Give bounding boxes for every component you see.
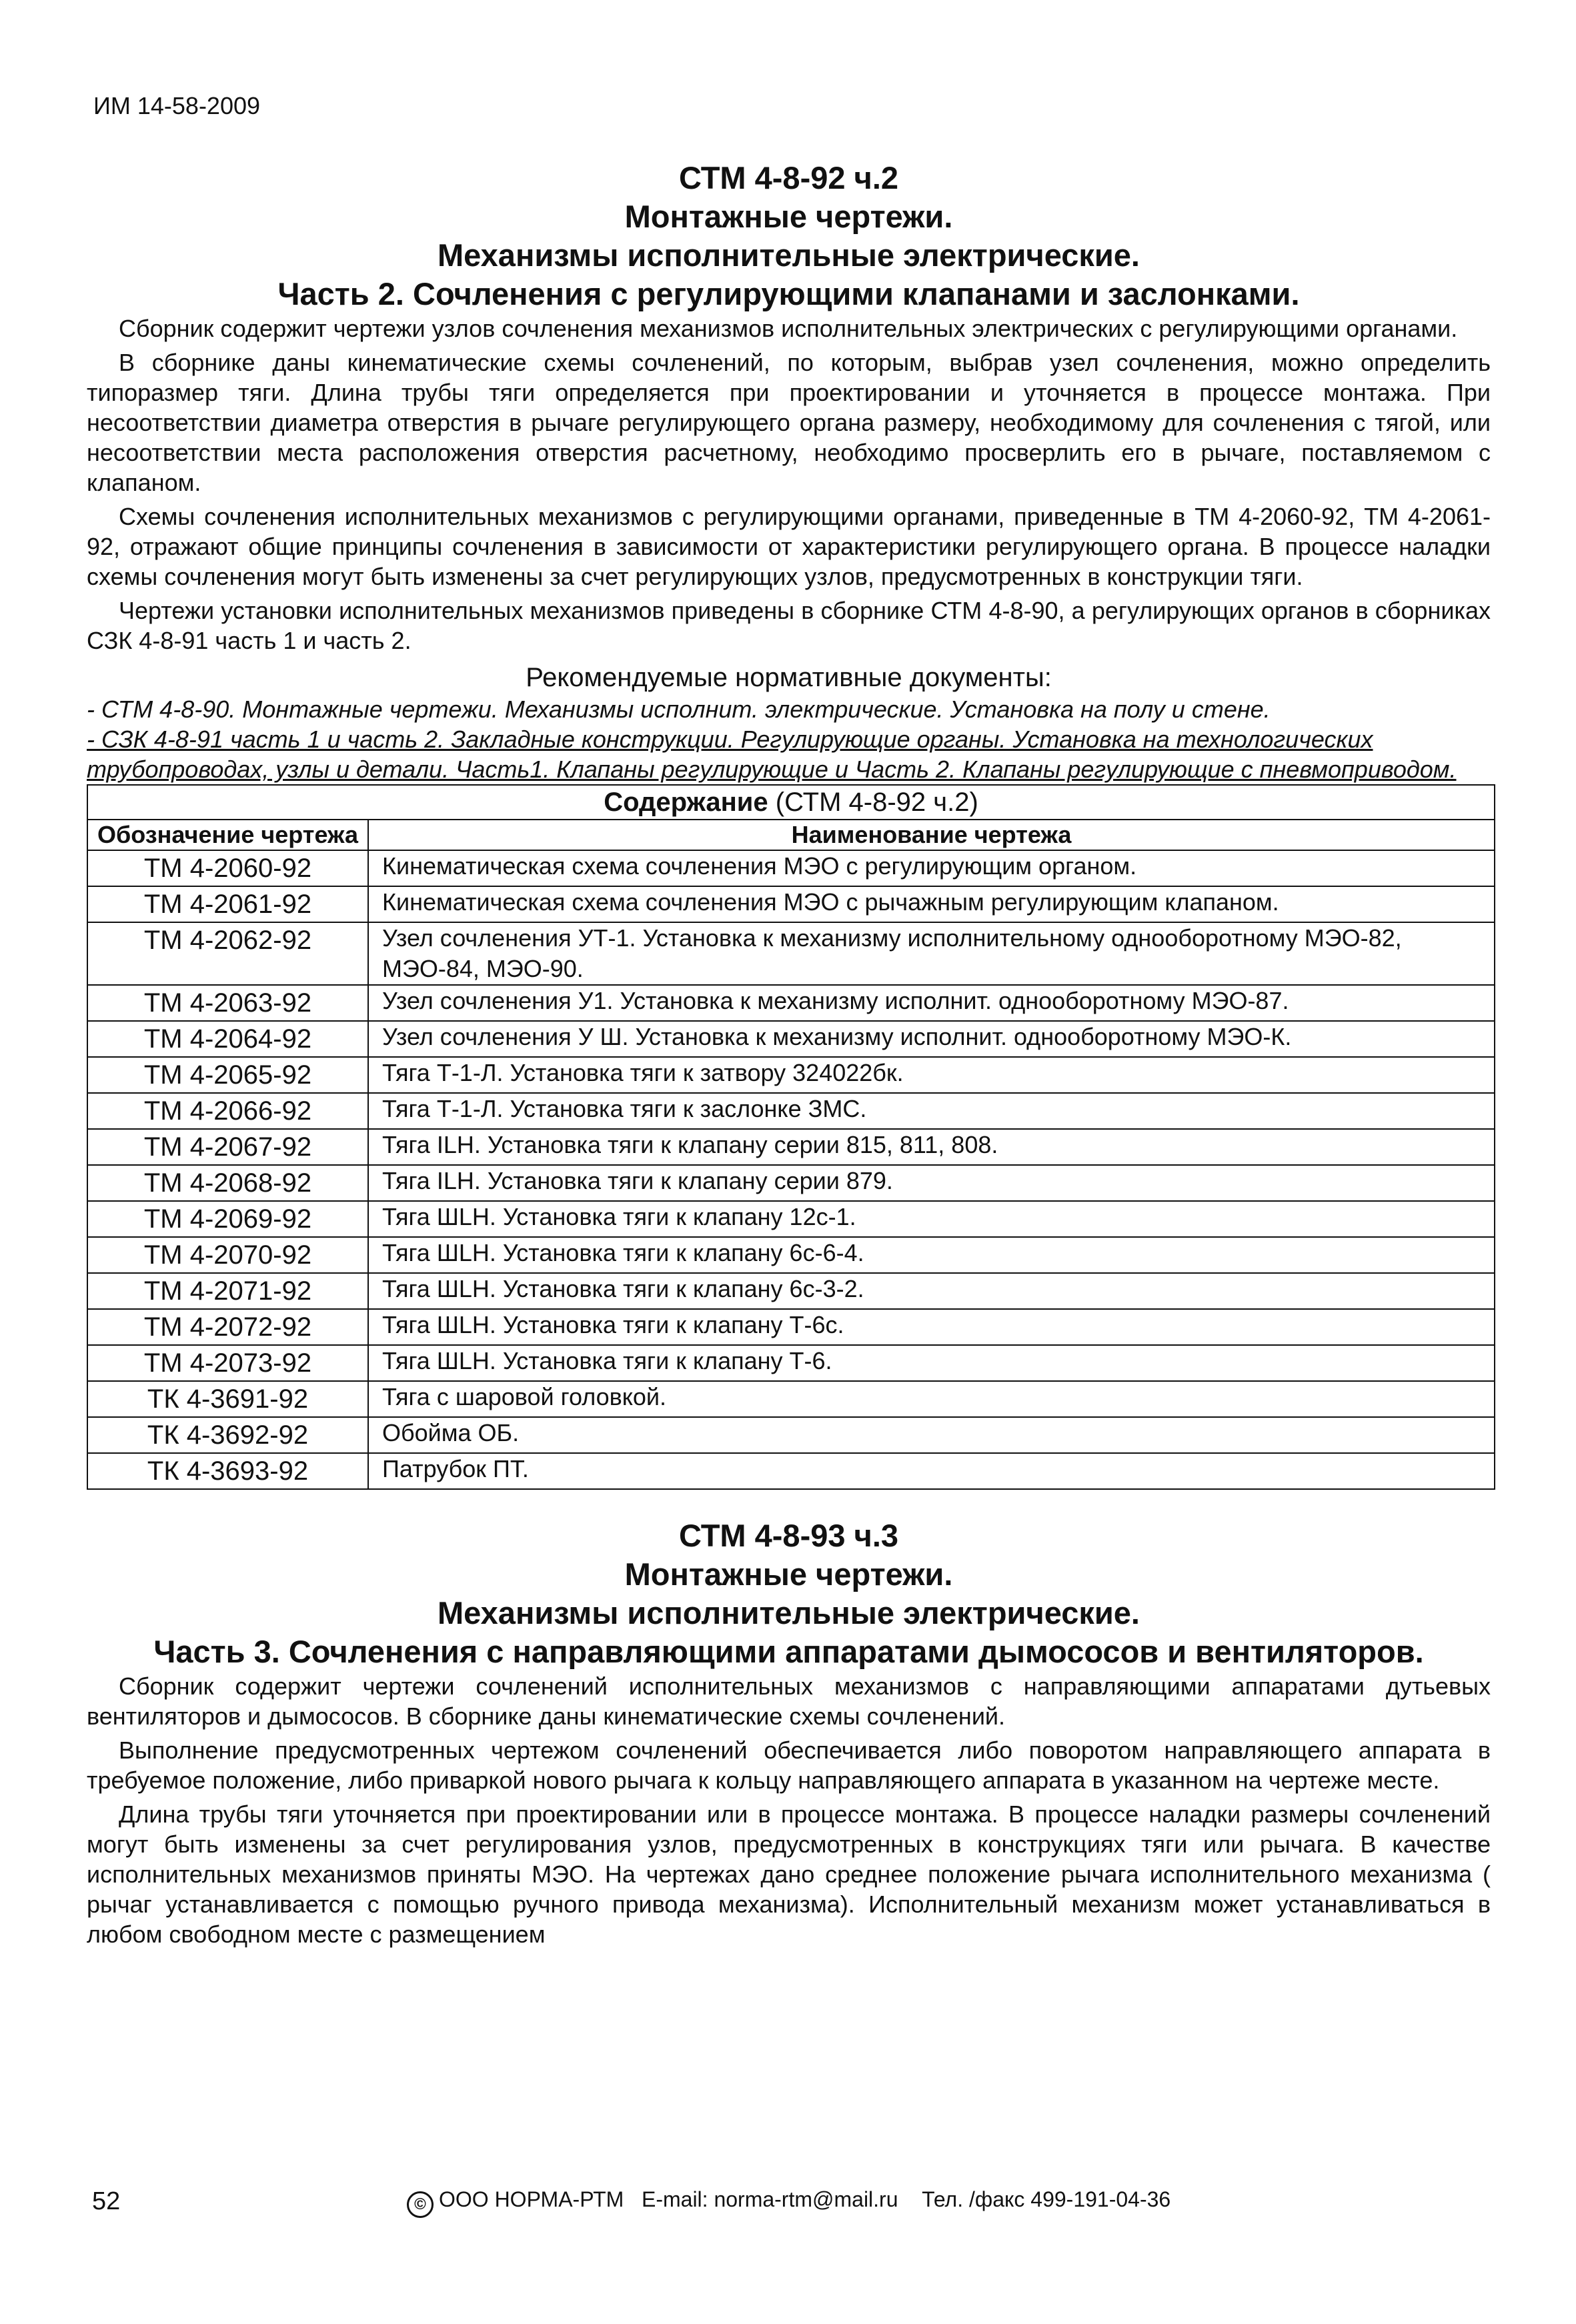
drawing-name-cell: Тяга ШLH. Установка тяги к клапану 6с-6-4. <box>368 1237 1495 1273</box>
section-stm-4-8-93 <box>87 1516 1491 1949</box>
drawing-name-cell: Тяга ШLH. Установка тяги к клапану 6с-3-2. <box>368 1273 1495 1309</box>
section-title-line: Механизмы исполнительные электрические. <box>438 1595 1140 1630</box>
reference-item: - СТМ 4-8-90. Монтажные чертежи. Механизмы исполнит. электрические. Установка на полу и стене. <box>87 696 1271 723</box>
drawing-code-cell: ТМ 4-2067-92 <box>87 1129 368 1165</box>
drawing-name-cell: Тяга Т-1-Л. Установка тяги к затвору 324022бк. <box>368 1057 1495 1093</box>
drawing-code-cell: ТМ 4-2069-92 <box>87 1201 368 1237</box>
table-row <box>87 886 1495 922</box>
drawing-code-cell: ТМ 4-2061-92 <box>87 886 368 922</box>
drawing-code-cell: ТМ 4-2063-92 <box>87 985 368 1021</box>
paragraph: Выполнение предусмотренных чертежом сочленений обеспечивается либо поворотом направляющего аппарата в требуемое положение, либо приваркой нового рычага к кольцу направляющего аппарата в указанном на чертеже месте. <box>87 1736 1491 1794</box>
drawing-code-cell: ТМ 4-2068-92 <box>87 1165 368 1201</box>
publisher-name: ООО НОРМА-РТМ <box>439 2187 624 2211</box>
paragraph: Схемы сочленения исполнительных механизмов с регулирующими органами, приведенные в ТМ 4-2060-92, ТМ 4-2061-92, отражают общие принципы сочленения в зависимости от характеристики регулирующего органа. В процессе наладки схемы сочленения могут быть изменены за счет регулирующих узлов, предусмотренных в конструкции тяги. <box>87 503 1491 590</box>
drawing-name-cell: Узел сочленения У Ш. Установка к механизму исполнит. однооборотному МЭО-К. <box>368 1021 1495 1057</box>
drawing-name-cell: Тяга ШLH. Установка тяги к клапану Т-6с. <box>368 1309 1495 1345</box>
table-row <box>87 1093 1495 1129</box>
drawing-code-cell: ТМ 4-2071-92 <box>87 1273 368 1309</box>
drawing-code-cell: ТК 4-3692-92 <box>87 1417 368 1453</box>
section-title-line: Монтажные чертежи. <box>624 1556 953 1592</box>
table-header-row <box>87 820 1495 850</box>
contents-table <box>87 784 1495 1490</box>
drawing-name-cell: Тяга ILH. Установка тяги к клапану серии 815, 811, 808. <box>368 1129 1495 1165</box>
table-row <box>87 1309 1495 1345</box>
drawing-code-cell: ТМ 4-2073-92 <box>87 1345 368 1381</box>
table-row <box>87 1273 1495 1309</box>
section-title-part: Часть 2. Сочленения с регулирующими клапанами и заслонками. <box>277 276 1300 311</box>
table-row <box>87 1345 1495 1381</box>
drawing-code-cell: ТМ 4-2065-92 <box>87 1057 368 1093</box>
drawing-name-cell: Кинематическая схема сочленения МЭО с рычажным регулирующим клапаном. <box>368 886 1495 922</box>
table-row <box>87 1201 1495 1237</box>
column-header-name: Наименование чертежа <box>368 820 1495 850</box>
section-stm-4-8-92 <box>87 159 1491 1490</box>
table-row <box>87 1129 1495 1165</box>
table-row <box>87 1237 1495 1273</box>
references-title: Рекомендуемые нормативные документы: <box>526 663 1052 692</box>
paragraph: Чертежи установки исполнительных механизмов приведены в сборнике СТМ 4-8-90, а регулирующих органов в сборниках СЗК 4-8-91 часть 1 и часть 2. <box>87 597 1491 654</box>
paragraph: Сборник содержит чертежи сочленений исполнительных механизмов с направляющими аппаратами дутьевых вентиляторов и дымососов. В сборнике даны кинематические схемы сочленений. <box>87 1672 1491 1730</box>
table-caption-row <box>87 785 1495 820</box>
table-row <box>87 1381 1495 1417</box>
drawing-name-cell: Узел сочленения УТ-1. Установка к механизму исполнительному однооборотному МЭО-82, МЭО-84, МЭО-90. <box>368 922 1495 985</box>
drawing-name-cell: Обойма ОБ. <box>368 1417 1495 1453</box>
drawing-name-cell: Узел сочленения У1. Установка к механизму исполнит. однооборотному МЭО-87. <box>368 985 1495 1021</box>
table-row <box>87 1417 1495 1453</box>
page-number: 52 <box>92 2187 121 2215</box>
document-code: ИМ 14-58-2009 <box>93 92 261 119</box>
table-row <box>87 985 1495 1021</box>
drawing-name-cell: Тяга Т-1-Л. Установка тяги к заслонке ЗМС. <box>368 1093 1495 1129</box>
table-caption <box>87 785 1495 820</box>
drawing-name-cell: Тяга ILH. Установка тяги к клапану серии 879. <box>368 1165 1495 1201</box>
footer-info <box>407 2187 1170 2218</box>
drawing-name-cell: Кинематическая схема сочленения МЭО с регулирующим органом. <box>368 850 1495 886</box>
page-content <box>87 159 1491 1949</box>
table-row <box>87 1453 1495 1489</box>
section-title-code: СТМ 4-8-93 ч.3 <box>678 1518 899 1553</box>
drawing-name-cell: Тяга с шаровой головкой. <box>368 1381 1495 1417</box>
footer-email[interactable]: E-mail: norma-rtm@mail.ru <box>641 2187 898 2211</box>
reference-item: - СЗК 4-8-91 часть 1 и часть 2. Закладные конструкции. Регулирующие органы. Установка на технологических трубопроводах, узлы и детали. Часть1. Клапаны регулирующие и Часть 2. Клапаны регулирующие с пневмоприводом. <box>87 726 1457 783</box>
table-row <box>87 1165 1495 1201</box>
paragraph: Длина трубы тяги уточняется при проектировании или в процессе монтажа. В процессе наладки размеры сочленений могут быть изменены за счет регулирования узлов, предусмотренных в конструкциях тяги или рычага. В качестве исполнительных механизмов приняты МЭО. На чертежах дано среднее положение рычага исполнительного механизма ( рычаг устанавливается с помощью ручного привода механизма). Исполнительный механизм может устанавливаться в любом свободном месте с размещением <box>87 1801 1491 1948</box>
paragraph: В сборнике даны кинематические схемы сочленений, по которым, выбрав узел сочленения, можно определить типоразмер тяги. Длина трубы тяги определяется при проектировании и уточняется в процессе монтажа. При несоответствии диаметра отверстия в рычаге регулирующего органа размеру, необходимому для сочленения с тягой, или несоответствии места расположения отверстия расчетному, необходимо просверлить его в рычаге, поставляемом с клапаном. <box>87 349 1491 496</box>
table-row <box>87 1057 1495 1093</box>
section-title-code: СТМ 4-8-92 ч.2 <box>678 160 899 195</box>
table-row <box>87 922 1495 985</box>
drawing-code-cell: ТМ 4-2072-92 <box>87 1309 368 1345</box>
drawing-code-cell: ТМ 4-2066-92 <box>87 1093 368 1129</box>
section-title-line: Монтажные чертежи. <box>624 199 953 234</box>
drawing-code-cell: ТК 4-3693-92 <box>87 1453 368 1489</box>
footer-phone: Тел. /факс 499-191-04-36 <box>922 2187 1171 2211</box>
table-caption-ref: (СТМ 4-8-92 ч.2) <box>775 788 978 817</box>
paragraph: Сборник содержит чертежи узлов сочленения механизмов исполнительных электрических с регулирующими органами. <box>119 315 1458 342</box>
table-row <box>87 850 1495 886</box>
drawing-code-cell: ТМ 4-2070-92 <box>87 1237 368 1273</box>
drawing-name-cell: Тяга ШLH. Установка тяги к клапану 12с-1. <box>368 1201 1495 1237</box>
section-title-part: Часть 3. Сочленения с направляющими аппаратами дымососов и вентиляторов. <box>153 1634 1424 1669</box>
drawing-name-cell: Тяга ШLH. Установка тяги к клапану Т-6. <box>368 1345 1495 1381</box>
section-title-line: Механизмы исполнительные электрические. <box>438 237 1140 273</box>
drawing-name-cell: Патрубок ПТ. <box>368 1453 1495 1489</box>
drawing-code-cell: ТМ 4-2064-92 <box>87 1021 368 1057</box>
drawing-code-cell: ТМ 4-2062-92 <box>87 922 368 985</box>
table-caption-title: Содержание <box>604 788 768 817</box>
drawing-code-cell: ТМ 4-2060-92 <box>87 850 368 886</box>
column-header-code: Обозначение чертежа <box>87 820 368 850</box>
table-row <box>87 1021 1495 1057</box>
drawing-code-cell: ТК 4-3691-92 <box>87 1381 368 1417</box>
copyright-icon: © <box>407 2191 434 2218</box>
